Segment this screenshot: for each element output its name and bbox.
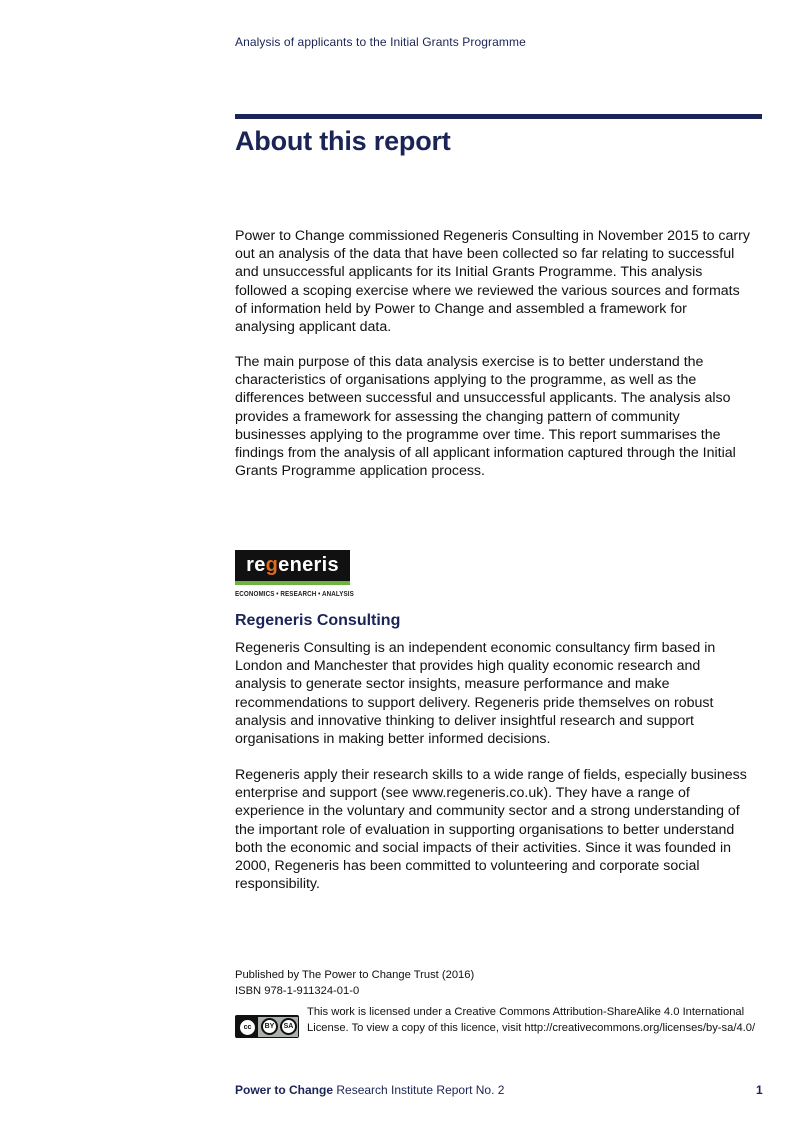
running-header: Analysis of applicants to the Initial Grants Programme — [235, 35, 526, 49]
intro-paragraph-2: The main purpose of this data analysis exercise is to better understand the characteristics of organisations applying to the programme, as well as the differences between successful and unsuccessful applicants. The analysis also provides a framework for assessing the changing pattern of community businesses applying to the programme over time. This report summarises the findings from the analysis of all applicant information captured through the Initial Grants Programme application process. — [235, 354, 736, 480]
cc-by-icon: BY — [261, 1018, 278, 1035]
regeneris-logo-text: regeneris — [246, 554, 339, 576]
page-number: 1 — [756, 1083, 763, 1097]
regeneris-paragraph-2: Regeneris apply their research skills to a wide range of fields, especially business enterprise and support (see www.regeneris.co.uk). They have a range of experience in the voluntary and community sector and a strong understanding of the important role of evaluation in supporting organisations to better understand both the economic and social impacts of their activities. Since it was founded in 2000, Regeneris has been committed to volunteering and corporate social responsibility. — [235, 767, 747, 893]
intro-paragraph-1: Power to Change commissioned Regeneris Consulting in November 2015 to carry out an analysis of the data that have been collected so far relating to successful and unsuccessful applicants for its Initial Grants Programme. This analysis followed a scoping exercise where we reviewed the various sources and formats of information held by Power to Change and assembled a framework for analysing applicant data. — [235, 228, 750, 336]
published-by: Published by The Power to Change Trust (2016) — [235, 969, 475, 981]
regeneris-logo-tagline: ECONOMICS • RESEARCH • ANALYSIS — [235, 589, 354, 598]
cc-badge-right — [258, 1017, 298, 1037]
section-heading-regeneris: Regeneris Consulting — [235, 612, 401, 629]
isbn: ISBN 978-1-911324-01-0 — [235, 984, 360, 997]
regeneris-paragraph-1: Regeneris Consulting is an independent economic consultancy firm based in London and Manchester that provides high quality economic research and analysis to generate sector insights, measure performance and make recommendations to support delivery. Regeneris pride themselves on robust analysis and innovative thinking to deliver insightful research and support organisations in making better informed decisions. — [235, 640, 716, 748]
publication-info — [235, 968, 474, 999]
title-rule — [235, 114, 762, 119]
footer-report-label — [235, 1083, 504, 1097]
cc-icon: cc — [238, 1018, 257, 1037]
regeneris-logo — [235, 550, 350, 585]
regeneris-logo-bar — [235, 581, 350, 585]
footer-series: Research Institute Report No. 2 — [333, 1083, 505, 1097]
license-text: This work is licensed under a Creative Commons Attribution-ShareAlike 4.0 International License. To view a copy of this licence, visit http://creativecommons.org/licenses/by-sa/4.0/ — [307, 1006, 756, 1034]
footer-org: Power to Change — [235, 1083, 334, 1097]
creative-commons-by-sa-icon — [235, 1015, 299, 1038]
cc-sa-icon: SA — [280, 1018, 297, 1035]
page-title: About this report — [235, 126, 451, 156]
